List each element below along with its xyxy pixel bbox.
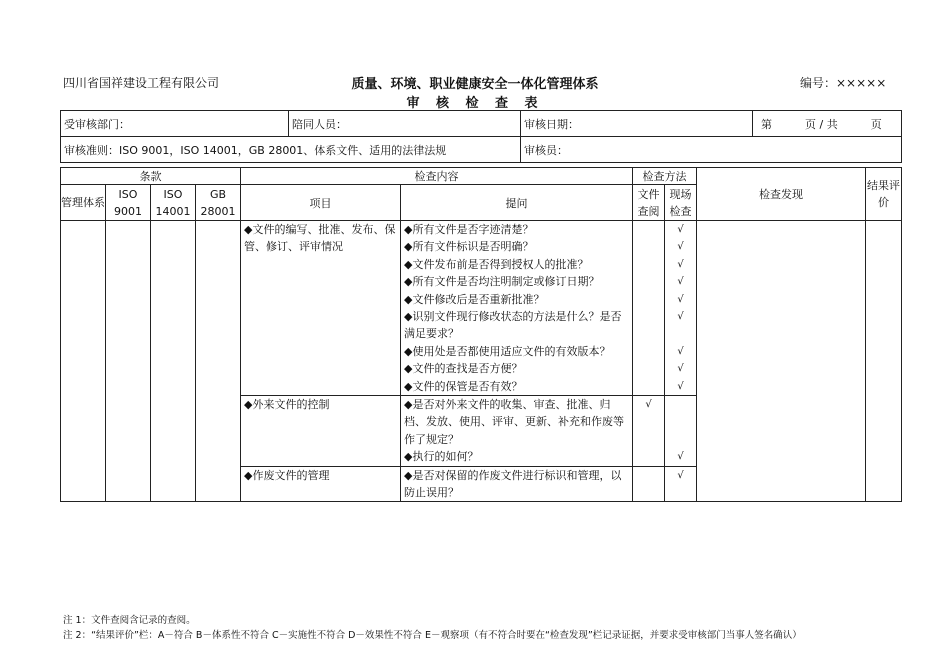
doc-review-cell[interactable] xyxy=(633,221,665,396)
check-mark: √ xyxy=(677,345,684,357)
doc-review-cell[interactable] xyxy=(633,395,665,466)
result-header: 结果评价 xyxy=(866,168,902,221)
audited-dept-field[interactable]: 受审核部门： xyxy=(61,111,289,137)
question-line: ◆文件的保管是否有效？ xyxy=(404,379,523,393)
item-cell: ◆外来文件的控制 xyxy=(241,395,401,466)
question-line: ◆识别文件现行修改状态的方法是什么？是否满足要求？ xyxy=(404,309,622,341)
auditor-field[interactable]: 审核员： xyxy=(521,137,902,163)
question-line: ◆执行的如何？ xyxy=(404,450,479,464)
page-field[interactable]: 第 页 / 共 页 xyxy=(753,111,902,137)
question-line: ◆文件发布前是否得到授权人的批准？ xyxy=(404,257,589,271)
check-mark: √ xyxy=(677,224,684,235)
doc-review-cell[interactable] xyxy=(633,466,665,502)
check-mark: √ xyxy=(645,398,652,410)
doc-review-header: 文件查阅 xyxy=(633,185,665,221)
check-method-header: 检查方法 xyxy=(633,168,697,185)
audit-criteria: 审核准则：ISO 9001，ISO 14001，GB 28001、体系文件、适用的法律法规 xyxy=(61,137,521,163)
question-line: ◆是否对保留的作废文件进行标识和管理，以防止误用？ xyxy=(404,468,622,499)
check-mark: √ xyxy=(677,451,684,463)
iso9001-header: ISO 9001 xyxy=(106,185,151,221)
question-line: ◆所有文件是否均注明制定或修订日期？ xyxy=(404,275,600,289)
audit-info-table xyxy=(60,110,902,163)
question-cell xyxy=(401,466,633,502)
mgmt-system-header: 管理体系 xyxy=(61,185,106,221)
findings-header: 检查发现 xyxy=(697,168,866,221)
audit-date-field[interactable]: 审核日期： xyxy=(521,111,753,137)
question-cell xyxy=(401,221,633,396)
checklist-table xyxy=(60,167,902,502)
company-name: 四川省国祥建设工程有限公司 xyxy=(63,76,220,90)
iso9001-cell[interactable] xyxy=(106,221,151,502)
gb28001-header: GB 28001 xyxy=(196,185,241,221)
item-cell: ◆作废文件的管理 xyxy=(241,466,401,502)
check-mark: √ xyxy=(677,310,684,322)
site-check-header: 现场检查 xyxy=(665,185,697,221)
form-title: 审 核 检 查 表 xyxy=(406,96,544,111)
site-check-cell[interactable] xyxy=(665,221,697,396)
question-line: ◆所有文件是否字迹清楚？ xyxy=(404,223,534,236)
escort-field[interactable]: 陪同人员： xyxy=(289,111,521,137)
question-line: ◆是否对外来文件的收集、审查、批准、归档、发放、使用、评审、更新、补充和作废等作了规定？ xyxy=(404,397,624,446)
result-cell[interactable] xyxy=(866,221,902,502)
document-number: 编号：××××× xyxy=(800,76,887,90)
check-mark: √ xyxy=(677,258,684,270)
check-mark: √ xyxy=(677,380,684,392)
check-mark: √ xyxy=(677,363,684,375)
iso14001-cell[interactable] xyxy=(151,221,196,502)
gb28001-cell[interactable] xyxy=(196,221,241,502)
item-header: 项目 xyxy=(241,185,401,221)
mgmt-system-cell[interactable] xyxy=(61,221,106,502)
question-line: ◆文件的查找是否方便？ xyxy=(404,362,523,376)
check-mark: √ xyxy=(677,469,684,481)
question-line: ◆文件修改后是否重新批准？ xyxy=(404,292,545,306)
iso14001-header: ISO 14001 xyxy=(151,185,196,221)
question-line: ◆所有文件标识是否明确？ xyxy=(404,240,534,254)
findings-cell[interactable] xyxy=(697,221,866,502)
check-mark: √ xyxy=(677,276,684,288)
check-mark xyxy=(665,325,696,342)
question-line: ◆使用处是否都使用适应文件的有效版本？ xyxy=(404,344,611,358)
site-check-cell[interactable] xyxy=(665,466,697,502)
site-check-cell[interactable] xyxy=(665,395,697,466)
clause-header: 条款 xyxy=(61,168,241,185)
check-mark: √ xyxy=(677,293,684,305)
footnote-1: 注 1：文件查阅含记录的查阅。 xyxy=(63,615,196,626)
question-cell xyxy=(401,395,633,466)
item-cell: ◆文件的编写、批准、发布、保管、修订、评审情况 xyxy=(241,221,401,396)
question-header: 提问 xyxy=(401,185,633,221)
system-title: 质量、环境、职业健康安全一体化管理体系 xyxy=(351,77,599,92)
check-mark: √ xyxy=(677,241,684,253)
footnote-2: 注 2：“结果评价”栏：A－符合 B－体系性不符合 C－实施性不符合 D－效果性不符合 E－观察项（有不符合时要在“检查发现”栏记录证据，并要求受审核部门当事人签名确认） xyxy=(63,630,802,641)
check-content-header: 检查内容 xyxy=(241,168,633,185)
